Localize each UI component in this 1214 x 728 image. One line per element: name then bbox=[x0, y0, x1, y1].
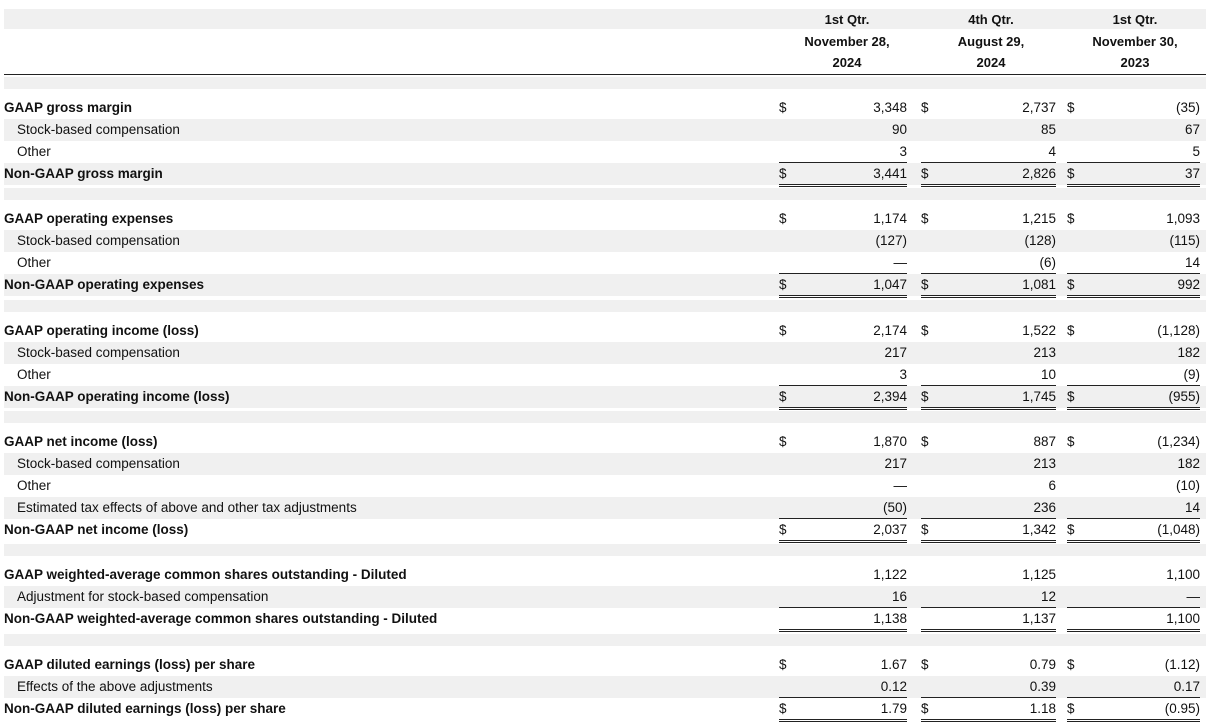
cell-value: 1,100 bbox=[1166, 567, 1200, 582]
cell-value: 37 bbox=[1184, 166, 1200, 181]
cell-value: 2,394 bbox=[873, 389, 907, 404]
row-label: Estimated tax effects of above and other tax adjustments bbox=[17, 500, 357, 515]
total-double-rule bbox=[779, 407, 907, 410]
total-double-rule bbox=[1067, 295, 1200, 298]
cell-value: 16 bbox=[891, 589, 907, 604]
column-date: November 28, bbox=[804, 33, 890, 49]
column-header-q1-fy24 bbox=[1070, 9, 1200, 74]
section-spacer bbox=[4, 634, 1206, 646]
currency-symbol: $ bbox=[1067, 701, 1075, 716]
row-label: Stock-based compensation bbox=[17, 456, 180, 471]
currency-symbol: $ bbox=[921, 434, 929, 449]
cell-value: 2,037 bbox=[873, 522, 907, 537]
table-row bbox=[4, 698, 1206, 720]
cell-value: 4 bbox=[1048, 144, 1056, 159]
section-spacer bbox=[4, 77, 1206, 89]
cell-value: 1,100 bbox=[1166, 611, 1200, 626]
cell-value: (6) bbox=[1039, 255, 1056, 270]
currency-symbol: $ bbox=[921, 277, 929, 292]
cell-value: 5 bbox=[1192, 144, 1200, 159]
table-row bbox=[4, 141, 1206, 163]
cell-value: 1,137 bbox=[1022, 611, 1056, 626]
cell-value: (10) bbox=[1175, 478, 1200, 493]
currency-symbol: $ bbox=[1067, 323, 1075, 338]
currency-symbol: $ bbox=[779, 166, 787, 181]
subtotal-rule bbox=[1067, 607, 1200, 608]
column-year: 2024 bbox=[832, 55, 862, 70]
total-double-rule bbox=[921, 540, 1056, 543]
table-row bbox=[4, 431, 1206, 453]
cell-value: 213 bbox=[1033, 456, 1056, 471]
total-double-rule bbox=[779, 629, 907, 632]
total-double-rule bbox=[921, 407, 1056, 410]
cell-value: (128) bbox=[1024, 233, 1056, 248]
column-period: 1st Qtr. bbox=[1112, 12, 1158, 27]
cell-value: (1.12) bbox=[1164, 657, 1200, 672]
subtotal-rule bbox=[921, 273, 1056, 274]
currency-symbol: $ bbox=[779, 389, 787, 404]
currency-symbol: $ bbox=[779, 522, 787, 537]
cell-value: 1.67 bbox=[880, 657, 907, 672]
cell-value: 1,125 bbox=[1022, 567, 1056, 582]
currency-symbol: $ bbox=[779, 701, 787, 716]
section-spacer bbox=[4, 188, 1206, 200]
subtotal-rule bbox=[779, 273, 907, 274]
table-row bbox=[4, 386, 1206, 408]
row-label: GAAP weighted-average common shares outstanding - Diluted bbox=[4, 567, 407, 582]
column-year: 2024 bbox=[976, 55, 1006, 70]
subtotal-rule bbox=[921, 518, 1056, 519]
header-underline bbox=[4, 74, 1206, 75]
currency-symbol: $ bbox=[921, 323, 929, 338]
cell-value: 10 bbox=[1040, 367, 1056, 382]
cell-value: — bbox=[1186, 589, 1200, 604]
cell-value: 3 bbox=[899, 144, 907, 159]
cell-value: (1,234) bbox=[1157, 434, 1200, 449]
subtotal-rule bbox=[779, 385, 907, 386]
subtotal-rule bbox=[921, 385, 1056, 386]
cell-value: 217 bbox=[884, 456, 907, 471]
currency-symbol: $ bbox=[1067, 657, 1075, 672]
cell-value: 1.18 bbox=[1029, 701, 1056, 716]
currency-symbol: $ bbox=[921, 522, 929, 537]
column-period: 1st Qtr. bbox=[824, 12, 870, 27]
table-row bbox=[4, 608, 1206, 630]
currency-symbol: $ bbox=[921, 657, 929, 672]
cell-value: 1,138 bbox=[873, 611, 907, 626]
total-double-rule bbox=[1067, 184, 1200, 187]
subtotal-rule bbox=[1067, 697, 1200, 698]
cell-value: 1.79 bbox=[880, 701, 907, 716]
cell-value: — bbox=[893, 478, 907, 493]
row-label: Adjustment for stock-based compensation bbox=[17, 589, 269, 604]
cell-value: 3,441 bbox=[873, 166, 907, 181]
cell-value: (955) bbox=[1168, 389, 1200, 404]
cell-value: 1,342 bbox=[1022, 522, 1056, 537]
cell-value: 0.12 bbox=[880, 679, 907, 694]
cell-value: 3 bbox=[899, 367, 907, 382]
column-period: 4th Qtr. bbox=[968, 12, 1014, 27]
subtotal-rule bbox=[779, 518, 907, 519]
total-double-rule bbox=[779, 540, 907, 543]
row-label: GAAP operating expenses bbox=[4, 211, 174, 226]
cell-value: 213 bbox=[1033, 345, 1056, 360]
cell-value: 0.17 bbox=[1173, 679, 1200, 694]
cell-value: (1,048) bbox=[1157, 522, 1200, 537]
section-spacer bbox=[4, 300, 1206, 312]
currency-symbol: $ bbox=[1067, 522, 1075, 537]
cell-value: 0.79 bbox=[1029, 657, 1056, 672]
currency-symbol: $ bbox=[921, 100, 929, 115]
row-label: Other bbox=[17, 478, 51, 493]
cell-value: 1,093 bbox=[1166, 211, 1200, 226]
table-row bbox=[4, 342, 1206, 364]
subtotal-rule bbox=[1067, 162, 1200, 163]
currency-symbol: $ bbox=[1067, 434, 1075, 449]
subtotal-rule bbox=[1067, 518, 1200, 519]
section-spacer bbox=[4, 411, 1206, 423]
table-row bbox=[4, 475, 1206, 497]
row-label: GAAP gross margin bbox=[4, 100, 133, 115]
column-header-q1-fy25 bbox=[782, 9, 912, 74]
cell-value: (115) bbox=[1169, 233, 1200, 248]
subtotal-rule bbox=[1067, 273, 1200, 274]
row-label: Non-GAAP diluted earnings (loss) per share bbox=[4, 701, 286, 716]
total-double-rule bbox=[921, 184, 1056, 187]
table-row bbox=[4, 97, 1206, 119]
row-label: Stock-based compensation bbox=[17, 233, 180, 248]
row-label: GAAP diluted earnings (loss) per share bbox=[4, 657, 256, 672]
cell-value: 1,215 bbox=[1022, 211, 1056, 226]
subtotal-rule bbox=[921, 697, 1056, 698]
cell-value: 236 bbox=[1033, 500, 1056, 515]
row-label: Effects of the above adjustments bbox=[17, 679, 213, 694]
cell-value: 182 bbox=[1177, 345, 1200, 360]
total-double-rule bbox=[779, 719, 907, 722]
total-double-rule bbox=[1067, 719, 1200, 722]
section-spacer bbox=[4, 544, 1206, 556]
currency-symbol: $ bbox=[779, 277, 787, 292]
subtotal-rule bbox=[1067, 385, 1200, 386]
cell-value: 12 bbox=[1040, 589, 1056, 604]
cell-value: — bbox=[893, 255, 907, 270]
total-double-rule bbox=[1067, 629, 1200, 632]
table-row bbox=[4, 230, 1206, 252]
table-row bbox=[4, 676, 1206, 698]
currency-symbol: $ bbox=[921, 166, 929, 181]
cell-value: 2,174 bbox=[873, 323, 907, 338]
row-label: Other bbox=[17, 367, 51, 382]
row-label: Stock-based compensation bbox=[17, 122, 180, 137]
cell-value: 85 bbox=[1040, 122, 1056, 137]
column-date: August 29, bbox=[957, 33, 1025, 49]
subtotal-rule bbox=[921, 162, 1056, 163]
cell-value: 3,348 bbox=[873, 100, 907, 115]
cell-value: (0.95) bbox=[1164, 701, 1200, 716]
cell-value: 2,737 bbox=[1022, 100, 1056, 115]
table-row bbox=[4, 274, 1206, 296]
currency-symbol: $ bbox=[1067, 389, 1075, 404]
currency-symbol: $ bbox=[779, 434, 787, 449]
row-label: Non-GAAP operating income (loss) bbox=[4, 389, 230, 404]
cell-value: 1,174 bbox=[873, 211, 907, 226]
table-row bbox=[4, 586, 1206, 608]
table-row bbox=[4, 453, 1206, 475]
cell-value: (127) bbox=[875, 233, 907, 248]
row-label: Non-GAAP net income (loss) bbox=[4, 522, 189, 537]
currency-symbol: $ bbox=[779, 323, 787, 338]
cell-value: 0.39 bbox=[1029, 679, 1056, 694]
cell-value: 90 bbox=[891, 122, 907, 137]
currency-symbol: $ bbox=[921, 211, 929, 226]
currency-symbol: $ bbox=[779, 657, 787, 672]
total-double-rule bbox=[1067, 407, 1200, 410]
table-row bbox=[4, 252, 1206, 274]
table-row bbox=[4, 654, 1206, 676]
cell-value: 6 bbox=[1048, 478, 1056, 493]
row-label: Non-GAAP weighted-average common shares outstanding - Diluted bbox=[4, 611, 438, 626]
cell-value: (1,128) bbox=[1157, 323, 1200, 338]
cell-value: 1,870 bbox=[873, 434, 907, 449]
cell-value: 887 bbox=[1033, 434, 1056, 449]
currency-symbol: $ bbox=[1067, 166, 1075, 181]
total-double-rule bbox=[779, 184, 907, 187]
cell-value: 1,122 bbox=[873, 567, 907, 582]
table-row bbox=[4, 208, 1206, 230]
row-label: Non-GAAP gross margin bbox=[4, 166, 163, 181]
cell-value: 182 bbox=[1177, 456, 1200, 471]
table-row bbox=[4, 497, 1206, 519]
row-label: Non-GAAP operating expenses bbox=[4, 277, 205, 292]
table-row bbox=[4, 519, 1206, 541]
cell-value: 1,522 bbox=[1022, 323, 1056, 338]
total-double-rule bbox=[921, 719, 1056, 722]
table-row bbox=[4, 364, 1206, 386]
row-label: Stock-based compensation bbox=[17, 345, 180, 360]
total-double-rule bbox=[779, 295, 907, 298]
currency-symbol: $ bbox=[921, 701, 929, 716]
cell-value: 14 bbox=[1184, 500, 1200, 515]
subtotal-rule bbox=[779, 162, 907, 163]
subtotal-rule bbox=[779, 697, 907, 698]
table-row bbox=[4, 119, 1206, 141]
total-double-rule bbox=[1067, 540, 1200, 543]
cell-value: (35) bbox=[1175, 100, 1200, 115]
currency-symbol: $ bbox=[779, 100, 787, 115]
cell-value: 992 bbox=[1177, 277, 1200, 292]
currency-symbol: $ bbox=[1067, 277, 1075, 292]
currency-symbol: $ bbox=[1067, 100, 1075, 115]
column-year: 2023 bbox=[1120, 55, 1150, 70]
cell-value: (50) bbox=[882, 500, 907, 515]
total-double-rule bbox=[921, 295, 1056, 298]
cell-value: 2,826 bbox=[1022, 166, 1056, 181]
subtotal-rule bbox=[921, 607, 1056, 608]
table-row bbox=[4, 163, 1206, 185]
cell-value: (9) bbox=[1183, 367, 1200, 382]
subtotal-rule bbox=[779, 607, 907, 608]
total-double-rule bbox=[921, 629, 1056, 632]
cell-value: 1,047 bbox=[873, 277, 907, 292]
row-label: Other bbox=[17, 144, 51, 159]
cell-value: 67 bbox=[1184, 122, 1200, 137]
cell-value: 217 bbox=[884, 345, 907, 360]
column-header-q4-fy24 bbox=[926, 9, 1056, 74]
cell-value: 1,081 bbox=[1022, 277, 1056, 292]
currency-symbol: $ bbox=[921, 389, 929, 404]
row-label: Other bbox=[17, 255, 51, 270]
cell-value: 1,745 bbox=[1022, 389, 1056, 404]
currency-symbol: $ bbox=[1067, 211, 1075, 226]
table-row bbox=[4, 564, 1206, 586]
table-header bbox=[4, 9, 1206, 75]
currency-symbol: $ bbox=[779, 211, 787, 226]
cell-value: 14 bbox=[1184, 255, 1200, 270]
row-label: GAAP operating income (loss) bbox=[4, 323, 199, 338]
column-date: November 30, bbox=[1092, 33, 1178, 49]
row-label: GAAP net income (loss) bbox=[4, 434, 158, 449]
table-row bbox=[4, 320, 1206, 342]
